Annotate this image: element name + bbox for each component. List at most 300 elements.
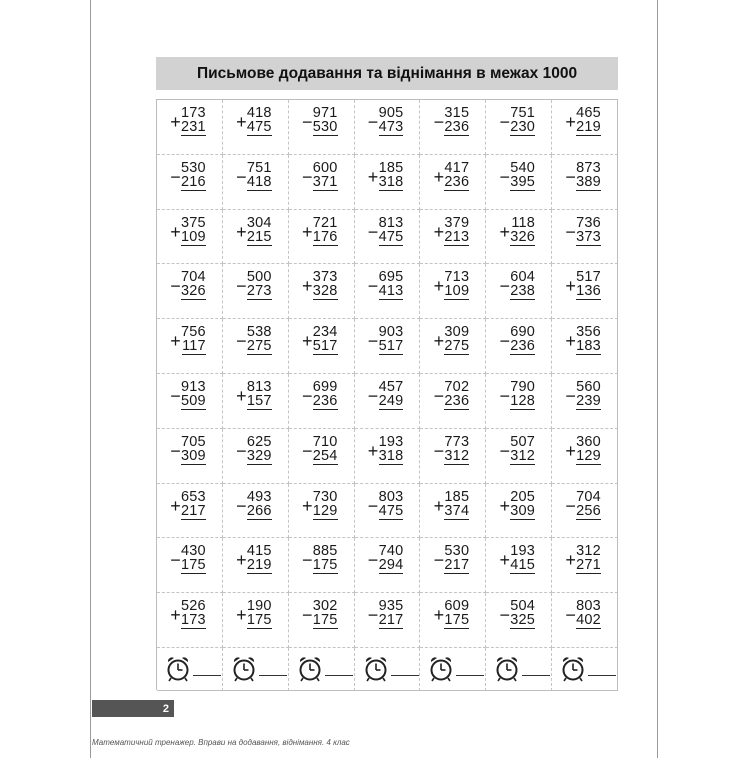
- operator-sign: +: [433, 331, 445, 352]
- operands: [444, 161, 469, 191]
- problem-cell: [289, 484, 355, 539]
- problem-cell: [289, 264, 355, 319]
- column-problem: [565, 380, 601, 410]
- operator-sign: +: [236, 385, 247, 406]
- second-operand: 157: [246, 392, 272, 409]
- alarm-clock-icon: [297, 655, 323, 683]
- first-operand: 600: [312, 159, 338, 176]
- operands: [313, 325, 338, 355]
- problem-cell: [486, 593, 552, 648]
- column-problem: [368, 490, 404, 520]
- operator-sign: −: [301, 166, 313, 187]
- time-blank-line[interactable]: [456, 675, 484, 676]
- operands: [510, 435, 535, 465]
- second-operand: 389: [576, 173, 601, 190]
- first-operand: 604: [510, 269, 536, 286]
- operands: [181, 599, 206, 629]
- alarm-clock-icon: [363, 655, 389, 683]
- timer-cell: [552, 648, 618, 691]
- problem-cell: [355, 264, 421, 319]
- second-operand: 175: [444, 612, 470, 629]
- time-blank-line[interactable]: [193, 675, 221, 676]
- problem-cell: [223, 538, 289, 593]
- operator-sign: −: [499, 440, 511, 461]
- first-operand: 740: [378, 543, 404, 560]
- column-problem: [433, 161, 469, 191]
- operator-sign: −: [499, 385, 511, 406]
- first-operand: 690: [510, 324, 536, 341]
- problem-cell: [552, 264, 618, 319]
- first-operand: 530: [181, 159, 206, 176]
- first-operand: 713: [444, 269, 470, 286]
- column-problem: [302, 599, 338, 629]
- operator-sign: −: [170, 385, 181, 406]
- second-operand: 530: [312, 119, 338, 135]
- second-operand: 217: [378, 612, 404, 629]
- column-problem: [170, 544, 206, 574]
- first-operand: 704: [181, 269, 206, 286]
- first-operand: 190: [246, 598, 272, 615]
- time-blank-line[interactable]: [391, 675, 419, 676]
- problem-cell: [223, 484, 289, 539]
- problem-cell: [552, 374, 618, 429]
- time-blank-line[interactable]: [588, 675, 616, 676]
- operands: [576, 270, 601, 300]
- second-operand: 325: [510, 612, 536, 629]
- problem-cell: [355, 155, 421, 210]
- column-problem: [433, 380, 469, 410]
- second-operand: 219: [246, 557, 272, 574]
- first-operand: 751: [246, 159, 272, 176]
- operator-sign: +: [236, 550, 247, 571]
- column-problem: [433, 325, 469, 355]
- problem-cell: [420, 100, 486, 155]
- problem-cell: [157, 593, 223, 648]
- column-problem: [302, 490, 338, 520]
- first-operand: 302: [312, 598, 338, 615]
- second-operand: 413: [378, 283, 404, 300]
- operator-sign: +: [301, 221, 313, 242]
- second-operand: 328: [312, 283, 338, 300]
- first-operand: 695: [378, 269, 404, 286]
- operands: [181, 106, 206, 136]
- second-operand: 475: [246, 119, 272, 135]
- problem-cell: [552, 593, 618, 648]
- second-operand: 128: [510, 392, 536, 409]
- column-problem: [236, 380, 272, 410]
- operands: [510, 106, 535, 136]
- operator-sign: +: [499, 495, 511, 516]
- first-operand: 751: [510, 105, 536, 121]
- operands: [313, 380, 338, 410]
- first-operand: 493: [246, 488, 272, 505]
- problem-cell: [552, 210, 618, 265]
- operands: [510, 380, 535, 410]
- operands: [444, 490, 469, 520]
- column-problem: [565, 216, 601, 246]
- first-operand: 415: [246, 543, 272, 560]
- column-problem: [302, 106, 338, 136]
- first-operand: 507: [510, 433, 536, 450]
- operator-sign: +: [367, 440, 379, 461]
- second-operand: 129: [312, 502, 338, 519]
- problem-cell: [420, 484, 486, 539]
- second-operand: 183: [576, 338, 601, 355]
- first-operand: 609: [444, 598, 470, 615]
- problem-cell: [223, 593, 289, 648]
- operands: [379, 216, 404, 246]
- operands: [181, 544, 206, 574]
- first-operand: 504: [510, 598, 536, 615]
- operands: [313, 599, 338, 629]
- operator-sign: +: [236, 112, 247, 132]
- operands: [379, 325, 404, 355]
- column-problem: [236, 216, 272, 246]
- operator-sign: +: [499, 221, 511, 242]
- column-problem: [368, 435, 404, 465]
- operands: [576, 490, 601, 520]
- operands: [181, 435, 206, 465]
- operator-sign: −: [367, 331, 379, 352]
- first-operand: 234: [312, 324, 338, 341]
- second-operand: 236: [444, 392, 470, 409]
- second-operand: 175: [312, 557, 338, 574]
- second-operand: 326: [181, 283, 206, 300]
- column-problem: [368, 270, 404, 300]
- operator-sign: −: [367, 495, 379, 516]
- operator-sign: −: [565, 495, 576, 516]
- column-problem: [368, 325, 404, 355]
- first-operand: 430: [181, 543, 206, 560]
- operator-sign: +: [170, 331, 181, 352]
- footer-caption: Математичний тренажер. Вправи на додавання, віднімання. 4 клас: [92, 738, 350, 747]
- problem-cell: [355, 429, 421, 484]
- operator-sign: +: [565, 550, 576, 571]
- operands: [247, 544, 272, 574]
- operator-sign: −: [301, 440, 313, 461]
- operands: [247, 270, 272, 300]
- operands: [576, 435, 601, 465]
- column-problem: [499, 106, 535, 136]
- column-problem: [565, 544, 601, 574]
- operands: [247, 216, 272, 246]
- problem-cell: [157, 374, 223, 429]
- operator-sign: +: [565, 440, 576, 461]
- column-problem: [236, 270, 272, 300]
- first-operand: 560: [576, 378, 601, 395]
- column-problem: [565, 161, 601, 191]
- operands: [444, 106, 469, 136]
- operands: [313, 106, 338, 136]
- page-number: 2: [162, 702, 169, 715]
- operator-sign: +: [433, 221, 445, 242]
- first-operand: 173: [181, 105, 206, 121]
- first-operand: 538: [246, 324, 272, 341]
- worksheet-title: [156, 57, 618, 90]
- time-blank-line[interactable]: [522, 675, 550, 676]
- second-operand: 475: [378, 502, 404, 519]
- first-operand: 312: [576, 543, 601, 560]
- operator-sign: +: [565, 276, 576, 297]
- operator-sign: −: [433, 550, 445, 571]
- first-operand: 702: [444, 378, 470, 395]
- second-operand: 275: [444, 338, 470, 355]
- first-operand: 913: [181, 378, 206, 395]
- problem-cell: [486, 484, 552, 539]
- operator-sign: +: [170, 221, 181, 242]
- column-problem: [302, 544, 338, 574]
- first-operand: 517: [576, 269, 601, 286]
- operator-sign: +: [367, 166, 379, 187]
- operands: [313, 216, 338, 246]
- column-problem: [302, 161, 338, 191]
- operands: [313, 544, 338, 574]
- column-problem: [236, 106, 272, 136]
- problem-cell: [355, 374, 421, 429]
- first-operand: 903: [378, 324, 404, 341]
- problem-cell: [289, 100, 355, 155]
- column-problem: [499, 435, 535, 465]
- operator-sign: +: [499, 550, 511, 571]
- second-operand: 256: [576, 502, 601, 519]
- operands: [247, 490, 272, 520]
- second-operand: 175: [312, 612, 338, 629]
- second-operand: 373: [576, 228, 601, 245]
- operator-sign: +: [170, 605, 181, 626]
- column-problem: [433, 270, 469, 300]
- operator-sign: −: [565, 166, 576, 187]
- first-operand: 356: [576, 324, 601, 341]
- operator-sign: +: [301, 276, 313, 297]
- operands: [510, 544, 535, 574]
- column-problem: [565, 270, 601, 300]
- column-problem: [499, 161, 535, 191]
- problem-cell: [223, 374, 289, 429]
- column-problem: [433, 106, 469, 136]
- problem-cell: [552, 484, 618, 539]
- problem-cell: [223, 100, 289, 155]
- column-problem: [565, 106, 601, 136]
- second-operand: 517: [312, 338, 338, 355]
- first-operand: 418: [246, 105, 272, 121]
- alarm-clock-icon: [165, 655, 191, 683]
- operator-sign: +: [236, 605, 247, 626]
- column-problem: [236, 161, 272, 191]
- time-blank-line[interactable]: [259, 675, 287, 676]
- first-operand: 756: [181, 324, 206, 341]
- second-operand: 326: [510, 228, 536, 245]
- second-operand: 136: [576, 283, 601, 300]
- time-blank-line[interactable]: [325, 675, 353, 676]
- first-operand: 373: [312, 269, 338, 286]
- problem-cell: [157, 264, 223, 319]
- operands: [247, 599, 272, 629]
- operands: [576, 544, 601, 574]
- operator-sign: +: [565, 331, 576, 352]
- column-problem: [499, 270, 535, 300]
- column-problem: [565, 325, 601, 355]
- first-operand: 530: [444, 543, 470, 560]
- operands: [444, 544, 469, 574]
- column-problem: [302, 325, 338, 355]
- first-operand: 773: [444, 433, 470, 450]
- first-operand: 803: [576, 598, 601, 615]
- second-operand: 109: [444, 283, 470, 300]
- operands: [379, 544, 404, 574]
- column-problem: [433, 599, 469, 629]
- column-problem: [433, 490, 469, 520]
- column-problem: [433, 216, 469, 246]
- problem-cell: [420, 155, 486, 210]
- problem-cell: [289, 538, 355, 593]
- operator-sign: −: [236, 495, 247, 516]
- problem-cell: [157, 429, 223, 484]
- first-operand: 457: [378, 378, 404, 395]
- problem-cell: [420, 319, 486, 374]
- operator-sign: −: [367, 605, 379, 626]
- column-problem: [170, 599, 206, 629]
- operator-sign: −: [367, 112, 379, 132]
- problem-cell: [420, 538, 486, 593]
- operator-sign: −: [433, 440, 445, 461]
- second-operand: 239: [576, 392, 601, 409]
- operands: [444, 325, 469, 355]
- column-problem: [368, 599, 404, 629]
- operator-sign: −: [367, 385, 379, 406]
- problem-cell: [289, 210, 355, 265]
- column-problem: [170, 380, 206, 410]
- operands: [510, 325, 535, 355]
- operator-sign: −: [367, 221, 379, 242]
- operator-sign: −: [499, 605, 511, 626]
- operator-sign: −: [301, 605, 313, 626]
- operands: [247, 161, 272, 191]
- problem-cell: [486, 155, 552, 210]
- operands: [510, 270, 535, 300]
- second-operand: 294: [378, 557, 404, 574]
- column-problem: [236, 544, 272, 574]
- first-operand: 699: [312, 378, 338, 395]
- column-problem: [170, 270, 206, 300]
- second-operand: 312: [510, 447, 536, 464]
- second-operand: 475: [378, 228, 404, 245]
- column-problem: [499, 380, 535, 410]
- operator-sign: +: [170, 112, 181, 132]
- second-operand: 329: [246, 447, 272, 464]
- problem-cell: [420, 593, 486, 648]
- operands: [576, 325, 601, 355]
- operands: [247, 325, 272, 355]
- problem-cell: [552, 429, 618, 484]
- alarm-clock-icon: [428, 655, 454, 683]
- column-problem: [170, 216, 206, 246]
- problem-cell: [289, 429, 355, 484]
- column-problem: [236, 325, 272, 355]
- first-operand: 304: [246, 214, 272, 231]
- timer-cell: [420, 648, 486, 691]
- second-operand: 217: [444, 557, 470, 574]
- operator-sign: +: [433, 276, 445, 297]
- operands: [379, 161, 404, 191]
- operator-sign: −: [433, 385, 445, 406]
- alarm-clock-icon: [560, 655, 586, 683]
- second-operand: 236: [510, 338, 536, 355]
- second-operand: 418: [246, 173, 272, 190]
- first-operand: 710: [312, 433, 338, 450]
- first-operand: 721: [312, 214, 338, 231]
- operator-sign: −: [499, 166, 511, 187]
- operator-sign: −: [170, 166, 181, 187]
- operands: [576, 161, 601, 191]
- column-problem: [368, 380, 404, 410]
- first-operand: 315: [444, 105, 470, 121]
- first-operand: 736: [576, 214, 601, 231]
- second-operand: 219: [576, 119, 601, 135]
- first-operand: 813: [246, 378, 272, 395]
- first-operand: 526: [181, 598, 206, 615]
- operator-sign: +: [236, 221, 247, 242]
- first-operand: 379: [444, 214, 470, 231]
- first-operand: 813: [378, 214, 404, 231]
- operator-sign: −: [301, 550, 313, 571]
- first-operand: 500: [246, 269, 272, 286]
- first-operand: 360: [576, 433, 601, 450]
- alarm-clock-icon: [494, 655, 520, 683]
- column-problem: [170, 435, 206, 465]
- operands: [576, 599, 601, 629]
- column-problem: [368, 106, 404, 136]
- problem-cell: [223, 319, 289, 374]
- second-operand: 213: [444, 228, 470, 245]
- column-problem: [170, 325, 206, 355]
- column-problem: [565, 490, 601, 520]
- operator-sign: −: [565, 605, 576, 626]
- problem-cell: [157, 155, 223, 210]
- column-problem: [236, 435, 272, 465]
- second-operand: 318: [378, 447, 404, 464]
- second-operand: 273: [246, 283, 272, 300]
- column-problem: [368, 216, 404, 246]
- first-operand: 193: [510, 543, 536, 560]
- second-operand: 215: [246, 228, 272, 245]
- column-problem: [236, 599, 272, 629]
- column-problem: [433, 435, 469, 465]
- second-operand: 275: [246, 338, 272, 355]
- problem-cell: [552, 319, 618, 374]
- first-operand: 205: [510, 488, 536, 505]
- first-operand: 540: [510, 159, 536, 176]
- operands: [379, 380, 404, 410]
- problem-cell: [486, 374, 552, 429]
- first-operand: 971: [312, 105, 338, 121]
- second-operand: 173: [181, 612, 206, 629]
- second-operand: 176: [312, 228, 338, 245]
- first-operand: 704: [576, 488, 601, 505]
- column-problem: [170, 161, 206, 191]
- operands: [444, 435, 469, 465]
- timer-cell: [223, 648, 289, 691]
- problem-cell: [355, 593, 421, 648]
- column-problem: [499, 490, 535, 520]
- problem-cell: [486, 319, 552, 374]
- problem-cell: [420, 264, 486, 319]
- problem-cell: [420, 429, 486, 484]
- operands: [181, 161, 206, 191]
- first-operand: 653: [181, 488, 206, 505]
- column-problem: [565, 435, 601, 465]
- operands: [510, 216, 535, 246]
- problem-cell: [223, 155, 289, 210]
